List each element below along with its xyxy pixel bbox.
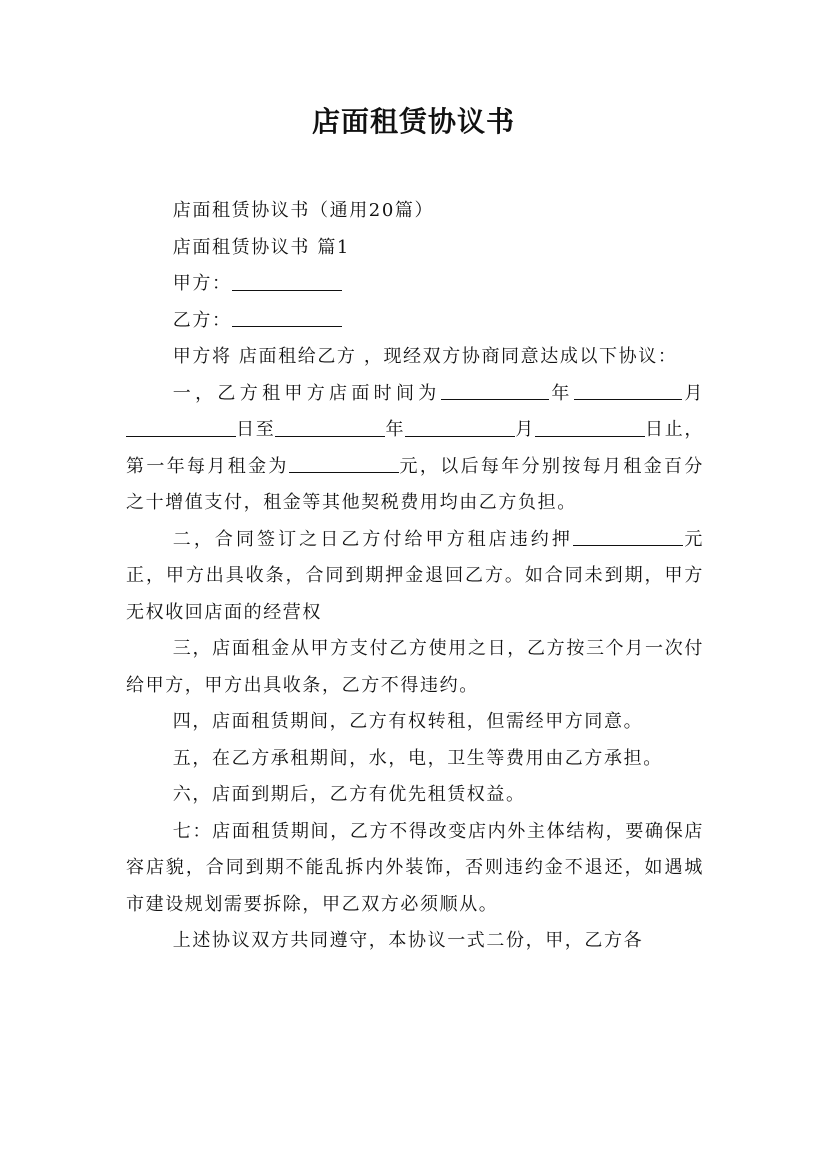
party-b-blank: [232, 308, 342, 327]
clause-3: 三，店面租金从甲方支付乙方使用之日，乙方按三个月一次付给甲方，甲方出具收条，乙方不得违约。: [126, 638, 704, 696]
clause-1-month: 月: [681, 382, 704, 404]
subtitle: 店面租赁协议书（通用20篇）: [172, 200, 435, 221]
blank-end-day: [535, 418, 645, 437]
clause-1-rent-text: 日止，第一年每月租金为: [126, 419, 704, 477]
clause-1-year: 年: [548, 382, 574, 404]
document-body: [126, 193, 704, 960]
party-b-line: [126, 303, 704, 340]
blank-monthly-rent: [289, 454, 399, 473]
party-b-label: 乙方：: [172, 309, 232, 331]
clause-2-rest: 元正，甲方出具收条，合同到期押金退回乙方。如合同未到期，甲方无权收回店面的经营权: [126, 528, 704, 623]
clause-7: 七：店面租赁期间，乙方不得改变店内外主体结构，要确保店容店貌，合同到期不能乱拆内外装饰，否则违约金不退还，如遇城市建设规划需要拆除，甲乙双方必须顺从。: [126, 820, 704, 915]
closing-paragraph: 上述协议双方共同遵守，本协议一式二份，甲，乙方各: [172, 930, 644, 951]
clause-1-end-year: 年: [385, 419, 406, 440]
blank-deposit: [573, 527, 683, 546]
clause-1-rest: 元，以后每年分别按每月租金百分之十增值支付，租金等其他契税费用均由乙方负担。: [126, 455, 704, 513]
clause-1: [126, 376, 704, 522]
blank-end-year: [275, 418, 385, 437]
party-a-blank: [232, 272, 342, 291]
clause-4: 四，店面租赁期间，乙方有权转租，但需经甲方同意。: [172, 711, 644, 732]
intro-paragraph: 甲方将 店面租给乙方 ，现经双方协商同意达成以下协议：: [172, 346, 678, 367]
blank-start-day: [126, 418, 236, 437]
blank-start-year: [441, 381, 549, 400]
clause-1-end-month: 月: [515, 419, 535, 440]
clause-1-text: 一，乙方租甲方店面时间为: [172, 382, 441, 404]
party-a-line: [126, 266, 704, 303]
party-a-label: 甲方：: [172, 273, 232, 294]
document-title: 店面租赁协议书: [311, 105, 515, 138]
clause-6: 六，店面到期后，乙方有优先租赁权益。: [172, 784, 526, 805]
blank-end-month: [405, 418, 515, 437]
blank-start-month: [574, 381, 682, 400]
clause-5: 五，在乙方承租期间，水，电，卫生等费用由乙方承担。: [172, 747, 663, 769]
clause-2: [126, 522, 704, 632]
clause-1-day-to: 日至: [236, 419, 276, 440]
section-heading: 店面租赁协议书 篇1: [172, 236, 350, 258]
clause-2-text: 二，合同签订之日乙方付给甲方租店违约押: [172, 528, 573, 550]
